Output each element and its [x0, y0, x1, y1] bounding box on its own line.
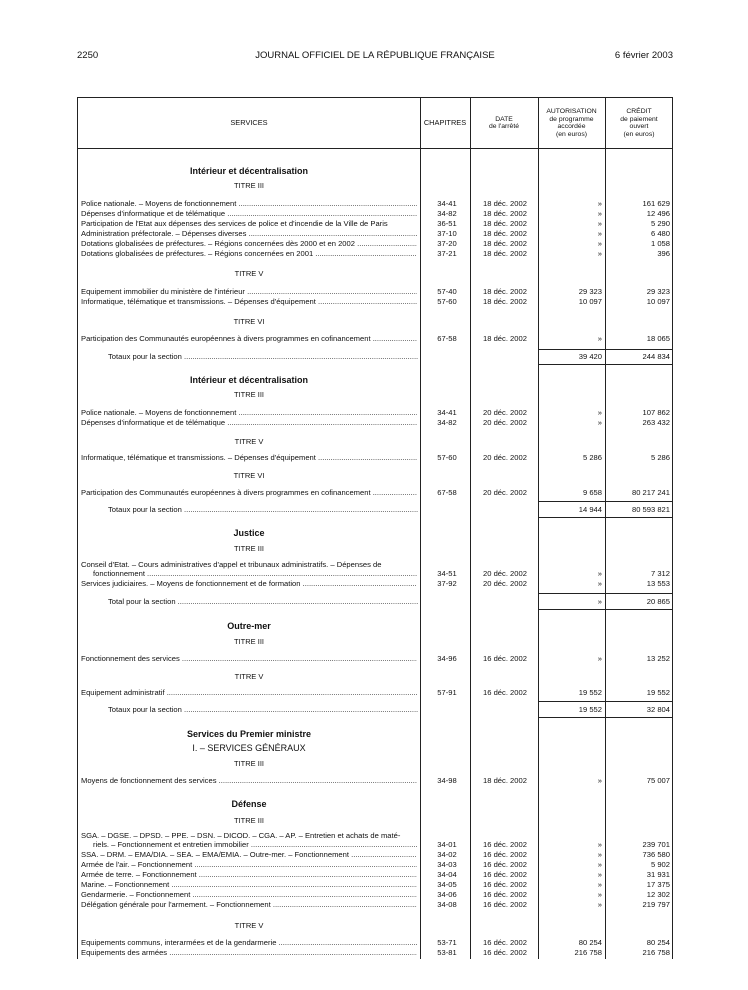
- column-divider: [420, 98, 421, 959]
- table-row-wrapped: Conseil d'Etat. – Cours administratives d'appel et tribunaux administratifs. – Dépenses de fonctionnement .....: [81, 560, 417, 578]
- col-header-chapitres: CHAPITRES: [423, 118, 467, 128]
- total-rule: [538, 501, 673, 502]
- total-rule: [538, 349, 673, 350]
- titre-heading: TITRE III: [234, 637, 264, 646]
- titre-heading: TITRE V: [234, 672, 264, 681]
- section-title: Intérieur et décentralisation: [189, 166, 309, 176]
- publication-date: 6 février 2003: [614, 50, 673, 61]
- total-rule: [538, 364, 673, 365]
- page-number: 2250: [77, 50, 99, 61]
- titre-heading: TITRE III: [234, 759, 264, 768]
- table-header: [78, 98, 672, 149]
- total-rule: [538, 517, 673, 518]
- titre-heading: TITRE III: [234, 181, 264, 190]
- table-row-wrapped: SGA. – DGSE. – DPSD. – PPE. – DSN. – DICOD. – CGA. – AP. – Entretien et achats de maté- riels. – Fonctionnement et entretien immobilier .....: [81, 831, 417, 849]
- section-title: Outre-mer: [227, 621, 271, 631]
- section-title: Intérieur et décentralisation: [189, 375, 309, 385]
- titre-heading: TITRE VI: [233, 471, 265, 480]
- total-rule: [538, 701, 673, 702]
- section-title: Justice: [233, 528, 265, 538]
- column-divider: [470, 98, 471, 959]
- credits-table: SERVICES CHAPITRES DATE de l'arrêté AUTORISATION de programme accordée (en euros) CRÉDIT de paiement ouvert (en euros) Intérieur et décentralisation TITRE III Police nationale. – Moyens de fonctionnement ..... 34-41 18 déc. 2002 » 161 629 Dépenses d'informatique et de télématique ..... 34-82 18 déc. 2002 » 12 496 Participation de l'Etat aux dépenses des services de police et d'incendie de la Ville de Paris 36-51 18 déc. 2002 » 5 290 Administration préfectorale. – Dépenses diverses ..... 37-10 18 déc. 2002 » 6 480 Dotations globalisées de préfectures. – Régions concernées dès 2000 et en 2002 ..... 37-20 18 déc. 2002 » 1 058 Dotations globalisées de préfectures. – Régions concernées en 2001 ..... 37-21 18 déc. 2002 » 396 TITRE V Equipement immobilier du ministère de l'intérieur ..... 57-40 18 déc. 2002 29 323 29 323 Informatique, télématique et transmissions. – Dépenses d'équipement ..... 57-60 18 déc. 2002 10 097 10 097 TITRE VI Participation des Communautés européennes à divers programmes en cofinancement ..... 67-58 18 déc. 2002 » 18 065 Totaux pour la section ..... 39 420 244 834 Intérieur et décentralisation TITRE III Police nationale. – Moyens de fonctionnement ..... 34-41 20 déc. 2002 » 107 862 Dépenses d'informatique et de télématique ..... 34-82 20 déc. 2002 » 263 432 TITRE V Informatique, télématique et transmissions. – Dépenses d'équipement ..... 57-60 20 déc. 2002 5 286 5 286 TITRE VI Participation des Communautés européennes à divers programmes en cofinancement ..... 67-58 20 déc. 2002 9 658 80 217 241 Totaux pour la section ..... 14 944 80 593 821 Justice TITRE III Conseil d'Etat. – Cours administratives d'appel et tribunaux administratifs. – Dépenses de fonctionnement ..... 34-51 20 déc. 2002 » 7 312 Services judiciaires. – Moyens de fonctionnement et de formation ..... 37-92 20 déc. 2002 » 13 553 Total pour la section ..... » 20 865 Outre-mer TITRE III Fonctionnement des services ..... 34-96 16 déc. 2002 » 13 252 TITRE V Equipement administratif ..... 57-91 16 déc. 2002 19 552 19 552 Totaux pour la section ..... 19 552 32 804 Services du Premier ministre I. – SERVICES GÉNÉRAUX TITRE III Moyens de fonctionnement des services ..... 34-98 18 déc. 2002 » 75 007 Défense TITRE III SGA. – DGSE. – DPSD. – PPE. – DSN. – DICOD. – CGA. – AP. – Entretien et achats de maté- riels. – Fonctionnement et entretien immobilier ..... 34-01 16 déc. 2002 » 239 701 SSA. – DRM. – EMA/DIA. – SEA. – EMA/EMIA. – Outre-mer. – Fonctionnement ..... 34-02 16 déc. 2002 » 736 580 Armée de l'air. – Fonctionnement ..... 34-03 16 déc. 2002 » 5 902 Armée de terre. – Fonctionnement ..... 34-04 16 déc. 2002 » 31 931 Marine. – Fonctionnement ..... 34-05 16 déc. 2002 » 17 375 Gendarmerie. – Fonctionnement ..... 34-06 16 déc. 2002 » 12 302 Délégation générale pour l'armement. – Fonctionnement ..... 34-08 16 déc. 2002 » 219 797 TITRE V Equipements communs, interarmées et de la gendarmerie ..... 53-71 16 déc. 2002 80 254 80 254 Equipements des armées ..... 53-81 16 déc. 2002 216 758 216 758: [77, 97, 673, 959]
- total-rule: [538, 593, 673, 594]
- section-title: Défense: [231, 799, 267, 809]
- titre-heading: TITRE VI: [233, 317, 265, 326]
- titre-heading: TITRE V: [234, 269, 264, 278]
- section-subtitle: I. – SERVICES GÉNÉRAUX: [192, 743, 306, 753]
- titre-heading: TITRE V: [234, 921, 264, 930]
- total-rule: [538, 717, 673, 718]
- col-header-date: DATE de l'arrêté: [488, 115, 519, 130]
- titre-heading: TITRE III: [234, 390, 264, 399]
- column-divider: [538, 98, 539, 959]
- total-rule: [538, 609, 673, 610]
- titre-heading: TITRE III: [234, 816, 264, 825]
- titre-heading: TITRE III: [234, 544, 264, 553]
- col-header-autorisation: AUTORISATION de programme accordée (en euros): [546, 108, 597, 138]
- section-title: Services du Premier ministre: [186, 729, 312, 739]
- journal-title: JOURNAL OFFICIEL DE LA RÉPUBLIQUE FRANÇAISE: [255, 50, 495, 61]
- col-header-services: SERVICES: [230, 118, 268, 128]
- col-header-credit: CRÉDIT de paiement ouvert (en euros): [620, 108, 658, 138]
- titre-heading: TITRE V: [234, 437, 264, 446]
- page-header: [77, 50, 673, 64]
